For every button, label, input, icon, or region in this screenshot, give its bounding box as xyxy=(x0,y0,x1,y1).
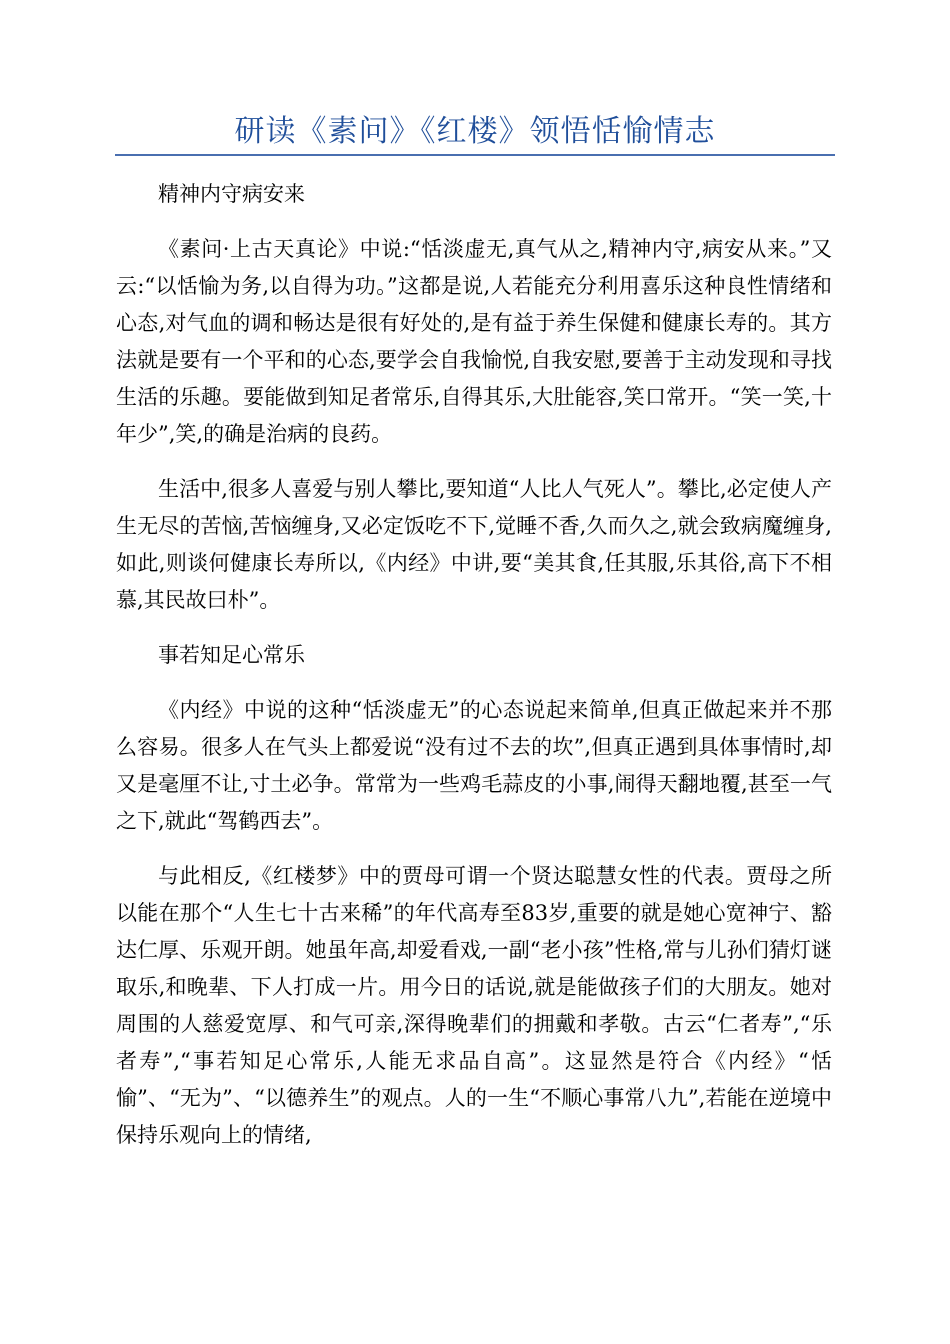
body-paragraph: 生活中,很多人喜爱与别人攀比,要知道“人比人气死人”。攀比,必定使人产生无尽的苦恼,苦恼缠身,又必定饭吃不下,觉睡不香,久而久之,就会致病魔缠身,如此,则谈何健康长寿所以,《内经》中讲,要“美其食,任其服,乐其俗,高下不相慕,其民故曰朴”。 xyxy=(116,477,832,612)
document-body xyxy=(116,176,832,1172)
body-paragraph: 《内经》中说的这种“恬淡虚无”的心态说起来简单,但真正做起来并不那么容易。很多人在气头上都爱说“没有过不去的坎”,但真正遇到具体事情时,却又是毫厘不让,寸土必争。常常为一些鸡毛蒜皮的小事,闹得天翻地覆,甚至一气之下,就此“驾鹤西去”。 xyxy=(116,698,832,833)
body-paragraph: 《素问·上古天真论》中说:“恬淡虚无,真气从之,精神内守,病安从来。”又云:“以恬愉为务,以自得为功。”这都是说,人若能充分利用喜乐这种良性情绪和心态,对气血的调和畅达是很有好处的,是有益于养生保健和健康长寿的。其方法就是要有一个平和的心态,要学会自我愉悦,自我安慰,要善于主动发现和寻找生活的乐趣。要能做到知足者常乐,自得其乐,大肚能容,笑口常开。“笑一笑,十年少”,笑,的确是治病的良药。 xyxy=(116,237,832,446)
section-heading: 事若知足心常乐 xyxy=(158,643,305,667)
title-underline xyxy=(115,154,835,156)
body-paragraph: 与此相反,《红楼梦》中的贾母可谓一个贤达聪慧女性的代表。贾母之所以能在那个“人生七十古来稀”的年代高寿至83岁,重要的就是她心宽神宁、豁达仁厚、乐观开朗。她虽年高,却爱看戏,一副“老小孩”性格,常与儿孙们猜灯谜取乐,和晚辈、下人打成一片。用今日的话说,就是能做孩子们的大朋友。她对周围的人慈爱宽厚、和气可亲,深得晚辈们的拥戴和孝敬。古云“仁者寿”,“乐者寿”,“事若知足心常乐,人能无求品自高”。这显然是符合《内经》“恬愉”、“无为”、“以德养生”的观点。人的一生“不顺心事常八九”,若能在逆境中保持乐观向上的情绪, xyxy=(116,864,832,1147)
section-heading: 精神内守病安来 xyxy=(158,182,305,206)
document-title: 研读《素问》《红楼》领悟恬愉情志 xyxy=(234,114,716,149)
